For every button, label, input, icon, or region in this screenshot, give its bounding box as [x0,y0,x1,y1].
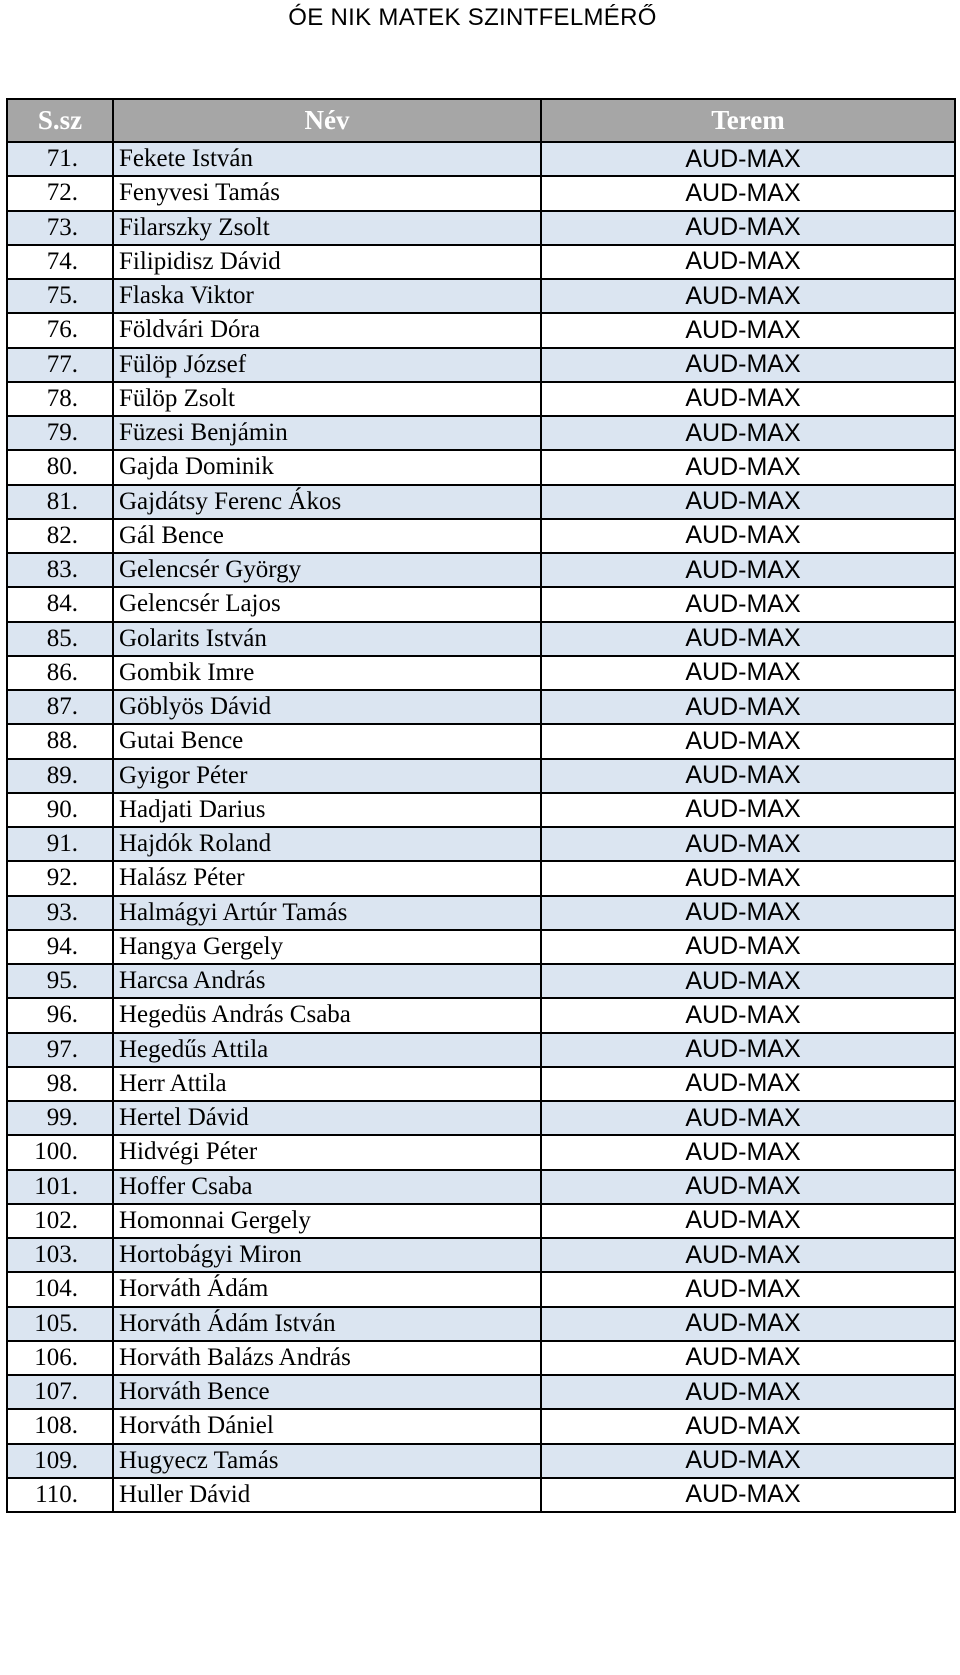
row-serial-number: 103. [7,1238,113,1272]
row-name: Hugyecz Tamás [113,1444,541,1478]
row-serial-number: 92. [7,861,113,895]
row-name: Gombik Imre [113,656,541,690]
row-name: Halmágyi Artúr Tamás [113,896,541,930]
table-row [7,245,955,279]
row-room: AUD-MAX [541,587,955,621]
row-room: AUD-MAX [541,1033,955,1067]
roster-table [6,98,956,1513]
row-room: AUD-MAX [541,896,955,930]
row-room: AUD-MAX [541,1238,955,1272]
table-row [7,861,955,895]
row-serial-number: 110. [7,1478,113,1512]
row-room: AUD-MAX [541,622,955,656]
table-row [7,1204,955,1238]
table-row [7,622,955,656]
table-row [7,211,955,245]
row-name: Gelencsér Lajos [113,587,541,621]
row-serial-number: 73. [7,211,113,245]
row-room: AUD-MAX [541,1341,955,1375]
row-name: Gelencsér György [113,553,541,587]
row-name: Hortobágyi Miron [113,1238,541,1272]
row-serial-number: 106. [7,1341,113,1375]
row-serial-number: 76. [7,313,113,347]
row-name: Gál Bence [113,519,541,553]
row-room: AUD-MAX [541,1067,955,1101]
row-room: AUD-MAX [541,1444,955,1478]
row-name: Filarszky Zsolt [113,211,541,245]
table-row [7,930,955,964]
row-room: AUD-MAX [541,1135,955,1169]
row-name: Hidvégi Péter [113,1135,541,1169]
table-row [7,1409,955,1443]
table-row [7,1307,955,1341]
row-room: AUD-MAX [541,553,955,587]
table-row [7,587,955,621]
table-row [7,142,955,176]
row-name: Hoffer Csaba [113,1170,541,1204]
row-name: Golarits István [113,622,541,656]
row-name: Herr Attila [113,1067,541,1101]
table-row [7,348,955,382]
row-serial-number: 85. [7,622,113,656]
row-room: AUD-MAX [541,1307,955,1341]
row-serial-number: 80. [7,450,113,484]
row-name: Halász Péter [113,861,541,895]
row-serial-number: 91. [7,827,113,861]
table-row [7,485,955,519]
table-row [7,690,955,724]
row-room: AUD-MAX [541,998,955,1032]
row-room: AUD-MAX [541,176,955,210]
table-body [7,142,955,1512]
row-name: Homonnai Gergely [113,1204,541,1238]
row-room: AUD-MAX [541,1478,955,1512]
row-name: Huller Dávid [113,1478,541,1512]
row-serial-number: 77. [7,348,113,382]
row-serial-number: 95. [7,964,113,998]
row-name: Horváth Dániel [113,1409,541,1443]
row-serial-number: 72. [7,176,113,210]
row-serial-number: 71. [7,142,113,176]
table-row [7,1170,955,1204]
row-room: AUD-MAX [541,313,955,347]
table-row [7,1101,955,1135]
header-name: Név [113,99,541,142]
row-name: Hegedüs András Csaba [113,998,541,1032]
table-row [7,724,955,758]
row-room: AUD-MAX [541,656,955,690]
row-room: AUD-MAX [541,759,955,793]
row-room: AUD-MAX [541,724,955,758]
row-serial-number: 100. [7,1135,113,1169]
row-serial-number: 79. [7,416,113,450]
row-room: AUD-MAX [541,348,955,382]
row-serial-number: 74. [7,245,113,279]
row-serial-number: 99. [7,1101,113,1135]
row-room: AUD-MAX [541,1204,955,1238]
row-room: AUD-MAX [541,485,955,519]
row-room: AUD-MAX [541,142,955,176]
row-name: Göblyös Dávid [113,690,541,724]
table-row [7,896,955,930]
table-row [7,1375,955,1409]
row-name: Flaska Viktor [113,279,541,313]
table-header [7,99,955,142]
table-row [7,656,955,690]
row-serial-number: 108. [7,1409,113,1443]
row-name: Fülöp Zsolt [113,382,541,416]
row-serial-number: 90. [7,793,113,827]
row-serial-number: 101. [7,1170,113,1204]
row-serial-number: 96. [7,998,113,1032]
row-name: Horváth Bence [113,1375,541,1409]
row-name: Filipidisz Dávid [113,245,541,279]
row-serial-number: 97. [7,1033,113,1067]
row-room: AUD-MAX [541,690,955,724]
table-row [7,793,955,827]
row-room: AUD-MAX [541,211,955,245]
row-serial-number: 93. [7,896,113,930]
table-row [7,1478,955,1512]
row-room: AUD-MAX [541,1101,955,1135]
row-room: AUD-MAX [541,930,955,964]
table-row [7,998,955,1032]
row-name: Gajdátsy Ferenc Ákos [113,485,541,519]
row-name: Hajdók Roland [113,827,541,861]
row-serial-number: 87. [7,690,113,724]
row-room: AUD-MAX [541,519,955,553]
row-name: Hangya Gergely [113,930,541,964]
row-serial-number: 84. [7,587,113,621]
table-row [7,1033,955,1067]
row-serial-number: 98. [7,1067,113,1101]
table-row [7,519,955,553]
table-row [7,1067,955,1101]
row-name: Fenyvesi Tamás [113,176,541,210]
table-row [7,313,955,347]
row-name: Gyigor Péter [113,759,541,793]
table-row [7,1444,955,1478]
row-serial-number: 107. [7,1375,113,1409]
header-row [7,99,955,142]
row-serial-number: 88. [7,724,113,758]
table-row [7,450,955,484]
row-room: AUD-MAX [541,793,955,827]
row-name: Harcsa András [113,964,541,998]
table-row [7,1272,955,1306]
table-row [7,176,955,210]
table-row [7,759,955,793]
row-name: Horváth Ádám [113,1272,541,1306]
table-row [7,827,955,861]
header-serial-number: S.sz [7,99,113,142]
row-serial-number: 78. [7,382,113,416]
row-room: AUD-MAX [541,416,955,450]
row-room: AUD-MAX [541,245,955,279]
row-name: Horváth Ádám István [113,1307,541,1341]
row-serial-number: 75. [7,279,113,313]
row-serial-number: 94. [7,930,113,964]
page-title: ÓE NIK MATEK SZINTFELMÉRŐ [288,4,657,31]
row-serial-number: 81. [7,485,113,519]
row-room: AUD-MAX [541,1409,955,1443]
row-serial-number: 83. [7,553,113,587]
row-room: AUD-MAX [541,1375,955,1409]
row-name: Füzesi Benjámin [113,416,541,450]
row-room: AUD-MAX [541,1272,955,1306]
table-row [7,964,955,998]
row-name: Hegedűs Attila [113,1033,541,1067]
row-room: AUD-MAX [541,827,955,861]
table-row [7,416,955,450]
header-room: Terem [541,99,955,142]
row-room: AUD-MAX [541,861,955,895]
row-name: Gajda Dominik [113,450,541,484]
row-serial-number: 89. [7,759,113,793]
row-serial-number: 82. [7,519,113,553]
row-room: AUD-MAX [541,964,955,998]
row-serial-number: 109. [7,1444,113,1478]
row-room: AUD-MAX [541,1170,955,1204]
row-name: Horváth Balázs András [113,1341,541,1375]
row-room: AUD-MAX [541,382,955,416]
table-row [7,382,955,416]
row-name: Fekete István [113,142,541,176]
row-serial-number: 104. [7,1272,113,1306]
row-serial-number: 86. [7,656,113,690]
row-name: Fülöp József [113,348,541,382]
row-name: Hadjati Darius [113,793,541,827]
row-name: Gutai Bence [113,724,541,758]
row-serial-number: 102. [7,1204,113,1238]
table-row [7,1341,955,1375]
table-row [7,279,955,313]
table-row [7,1238,955,1272]
row-name: Hertel Dávid [113,1101,541,1135]
table-row [7,553,955,587]
table-row [7,1135,955,1169]
row-serial-number: 105. [7,1307,113,1341]
row-room: AUD-MAX [541,450,955,484]
row-name: Földvári Dóra [113,313,541,347]
row-room: AUD-MAX [541,279,955,313]
